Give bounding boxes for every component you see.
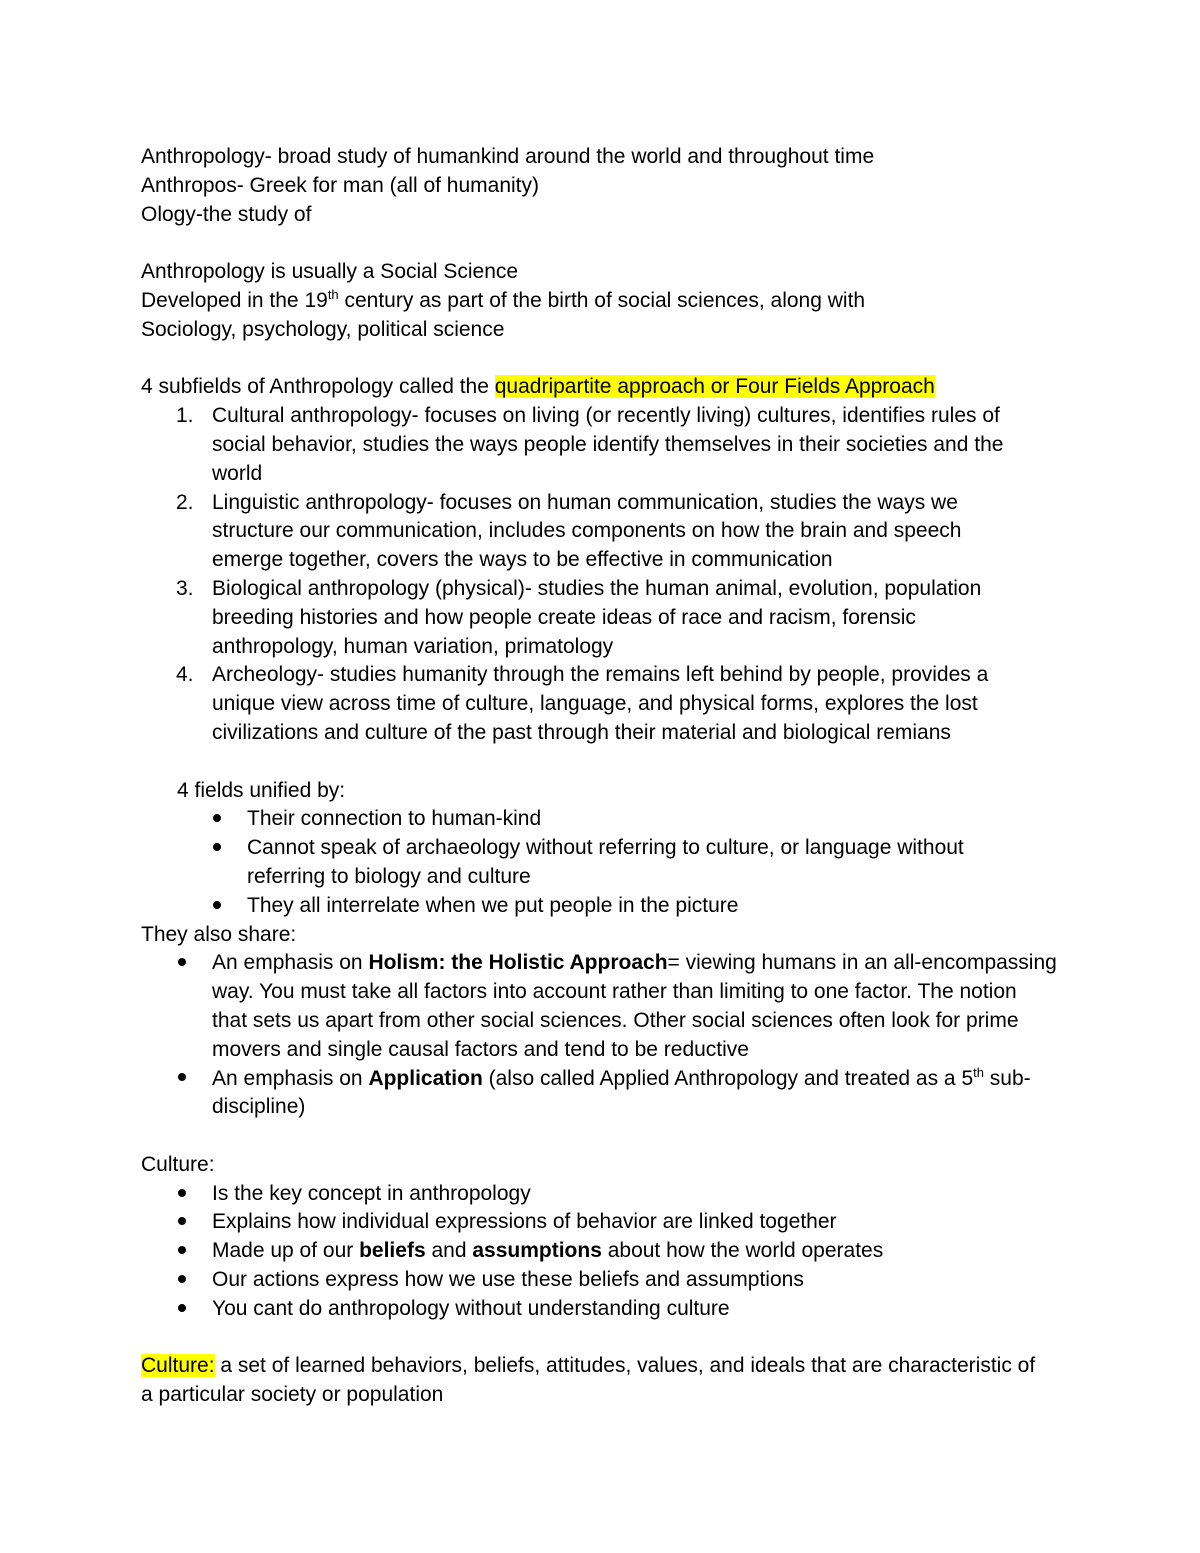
list-item-line: anthropology, human variation, primatology — [212, 634, 614, 658]
culture-list — [141, 1180, 1066, 1324]
list-item-line: They all interrelate when we put people in the picture — [247, 893, 739, 917]
list-item-line: referring to biology and culture — [247, 864, 531, 888]
bullet-icon — [178, 1065, 186, 1094]
list-item-line: emerge together, covers the ways to be effective in communication — [212, 548, 833, 572]
list-item-line: world — [212, 461, 263, 485]
text-run: about how the world operates — [601, 1239, 884, 1263]
intro-line-2: Anthropos- Greek for man (all of humanity) — [141, 173, 539, 197]
list-item — [141, 489, 1066, 575]
bullet-icon — [178, 1266, 186, 1295]
superscript: th — [973, 1064, 984, 1080]
list-item — [141, 1180, 1066, 1209]
text-run: century as part of the birth of social sciences, along with — [338, 288, 866, 312]
list-number: 3. — [176, 576, 194, 600]
list-item-line: discipline) — [212, 1095, 306, 1119]
superscript: th — [327, 286, 339, 302]
spacer — [141, 229, 1066, 258]
list-item — [141, 805, 1066, 834]
bold-term: beliefs — [359, 1239, 426, 1263]
list-item-line: Is the key concept in anthropology — [212, 1181, 531, 1205]
list-item — [141, 834, 1066, 892]
unified-heading: 4 fields unified by: — [177, 778, 346, 802]
list-item — [141, 1266, 1066, 1295]
text-run: Developed in the 19 — [141, 288, 328, 312]
bullet-icon — [213, 805, 221, 834]
spacer — [141, 345, 1066, 374]
bold-term: Application — [368, 1066, 483, 1090]
list-item-line: structure our communication, includes components on how the brain and speech — [212, 519, 962, 543]
bold-term: Holism: the Holistic Approach — [368, 951, 668, 975]
text-run: Made up of our — [212, 1239, 360, 1263]
text-run: An emphasis on — [212, 951, 369, 975]
list-item-line: way. You must take all factors into account rather than limiting to one factor. The notion — [212, 980, 1017, 1004]
list-number: 2. — [176, 490, 194, 514]
list-item — [141, 661, 1066, 747]
list-item-line: Biological anthropology (physical)- studies the human animal, evolution, population — [212, 576, 982, 600]
document-body — [141, 143, 1066, 1410]
subfields-heading — [141, 373, 1066, 402]
bold-term: assumptions — [472, 1239, 602, 1263]
social-science-line-1: Anthropology is usually a Social Science — [141, 260, 519, 284]
list-item-line: Archeology- studies humanity through the remains left behind by people, provides a — [212, 663, 989, 687]
culture-heading: Culture: — [141, 1152, 215, 1176]
text-run: (also called Applied Anthropology and treated as a 5 — [482, 1066, 974, 1090]
list-item-line: Linguistic anthropology- focuses on human communication, studies the ways we — [212, 490, 958, 514]
social-science-line-2 — [141, 287, 1066, 316]
list-item-line: unique view across time of culture, language, and physical forms, explores the lost — [212, 692, 978, 716]
highlighted-term: quadripartite approach or Four Fields Approach — [494, 375, 935, 399]
list-item-line: Explains how individual expressions of behavior are linked together — [212, 1210, 837, 1234]
list-item — [141, 949, 1066, 1064]
list-item-line: that sets us apart from other social sciences. Other social sciences often look for prime — [212, 1008, 1019, 1032]
list-item — [141, 575, 1066, 661]
bullet-icon — [213, 834, 221, 863]
list-number: 1. — [176, 404, 194, 428]
social-science-line-3: Sociology, psychology, political science — [141, 317, 505, 341]
list-item-line: civilizations and culture of the past through their material and biological remians — [212, 720, 951, 744]
bullet-icon — [178, 949, 186, 978]
definition-line-2: a particular society or population — [141, 1383, 444, 1407]
bullet-icon — [213, 892, 221, 921]
highlighted-term: Culture: — [141, 1354, 215, 1378]
list-item-line — [212, 1065, 1066, 1094]
spacer — [141, 748, 1066, 777]
list-item — [141, 892, 1066, 921]
list-item-line — [212, 949, 1066, 978]
text-run: a set of learned behaviors, beliefs, attitudes, values, and ideals that are characteristic of — [214, 1354, 1036, 1378]
definition-line-1 — [141, 1352, 1066, 1381]
bullet-icon — [178, 1237, 186, 1266]
list-item-line: Cultural anthropology- focuses on living (or recently living) cultures, identifies rules of — [212, 404, 1000, 428]
intro-line-3: Ology-the study of — [141, 202, 312, 226]
list-item-line — [212, 1237, 1066, 1266]
list-item — [141, 1295, 1066, 1324]
bullet-icon — [178, 1180, 186, 1209]
list-item-line: movers and single causal factors and tend to be reductive — [212, 1037, 749, 1061]
share-heading: They also share: — [141, 922, 297, 946]
list-item — [141, 1065, 1066, 1123]
intro-line-1: Anthropology- broad study of humankind around the world and throughout time — [141, 145, 875, 168]
text-run: An emphasis on — [212, 1066, 369, 1090]
list-item-line: social behavior, studies the ways people identify themselves in their societies and the — [212, 432, 1004, 456]
list-item-line: Our actions express how we use these beliefs and assumptions — [212, 1268, 804, 1292]
bullet-icon — [178, 1208, 186, 1237]
text-run: sub- — [983, 1066, 1031, 1090]
list-item-line: breeding histories and how people create ideas of race and racism, forensic — [212, 605, 916, 629]
text-run: = viewing humans in an all-encompassing — [667, 951, 1057, 975]
list-item-line: Their connection to human-kind — [247, 807, 542, 831]
unified-list — [141, 805, 1066, 920]
list-item-line: Cannot speak of archaeology without referring to culture, or language without — [247, 836, 964, 860]
spacer — [141, 1324, 1066, 1353]
list-number: 4. — [176, 663, 194, 687]
share-list — [141, 949, 1066, 1122]
bullet-icon — [178, 1295, 186, 1324]
list-item-line: You cant do anthropology without understanding culture — [212, 1296, 730, 1320]
text-run: and — [425, 1239, 473, 1263]
list-item — [141, 402, 1066, 488]
spacer — [141, 1122, 1066, 1151]
list-item — [141, 1237, 1066, 1266]
list-item — [141, 1208, 1066, 1237]
text-run: 4 subfields of Anthropology called the — [141, 375, 495, 399]
subfields-list — [141, 402, 1066, 748]
